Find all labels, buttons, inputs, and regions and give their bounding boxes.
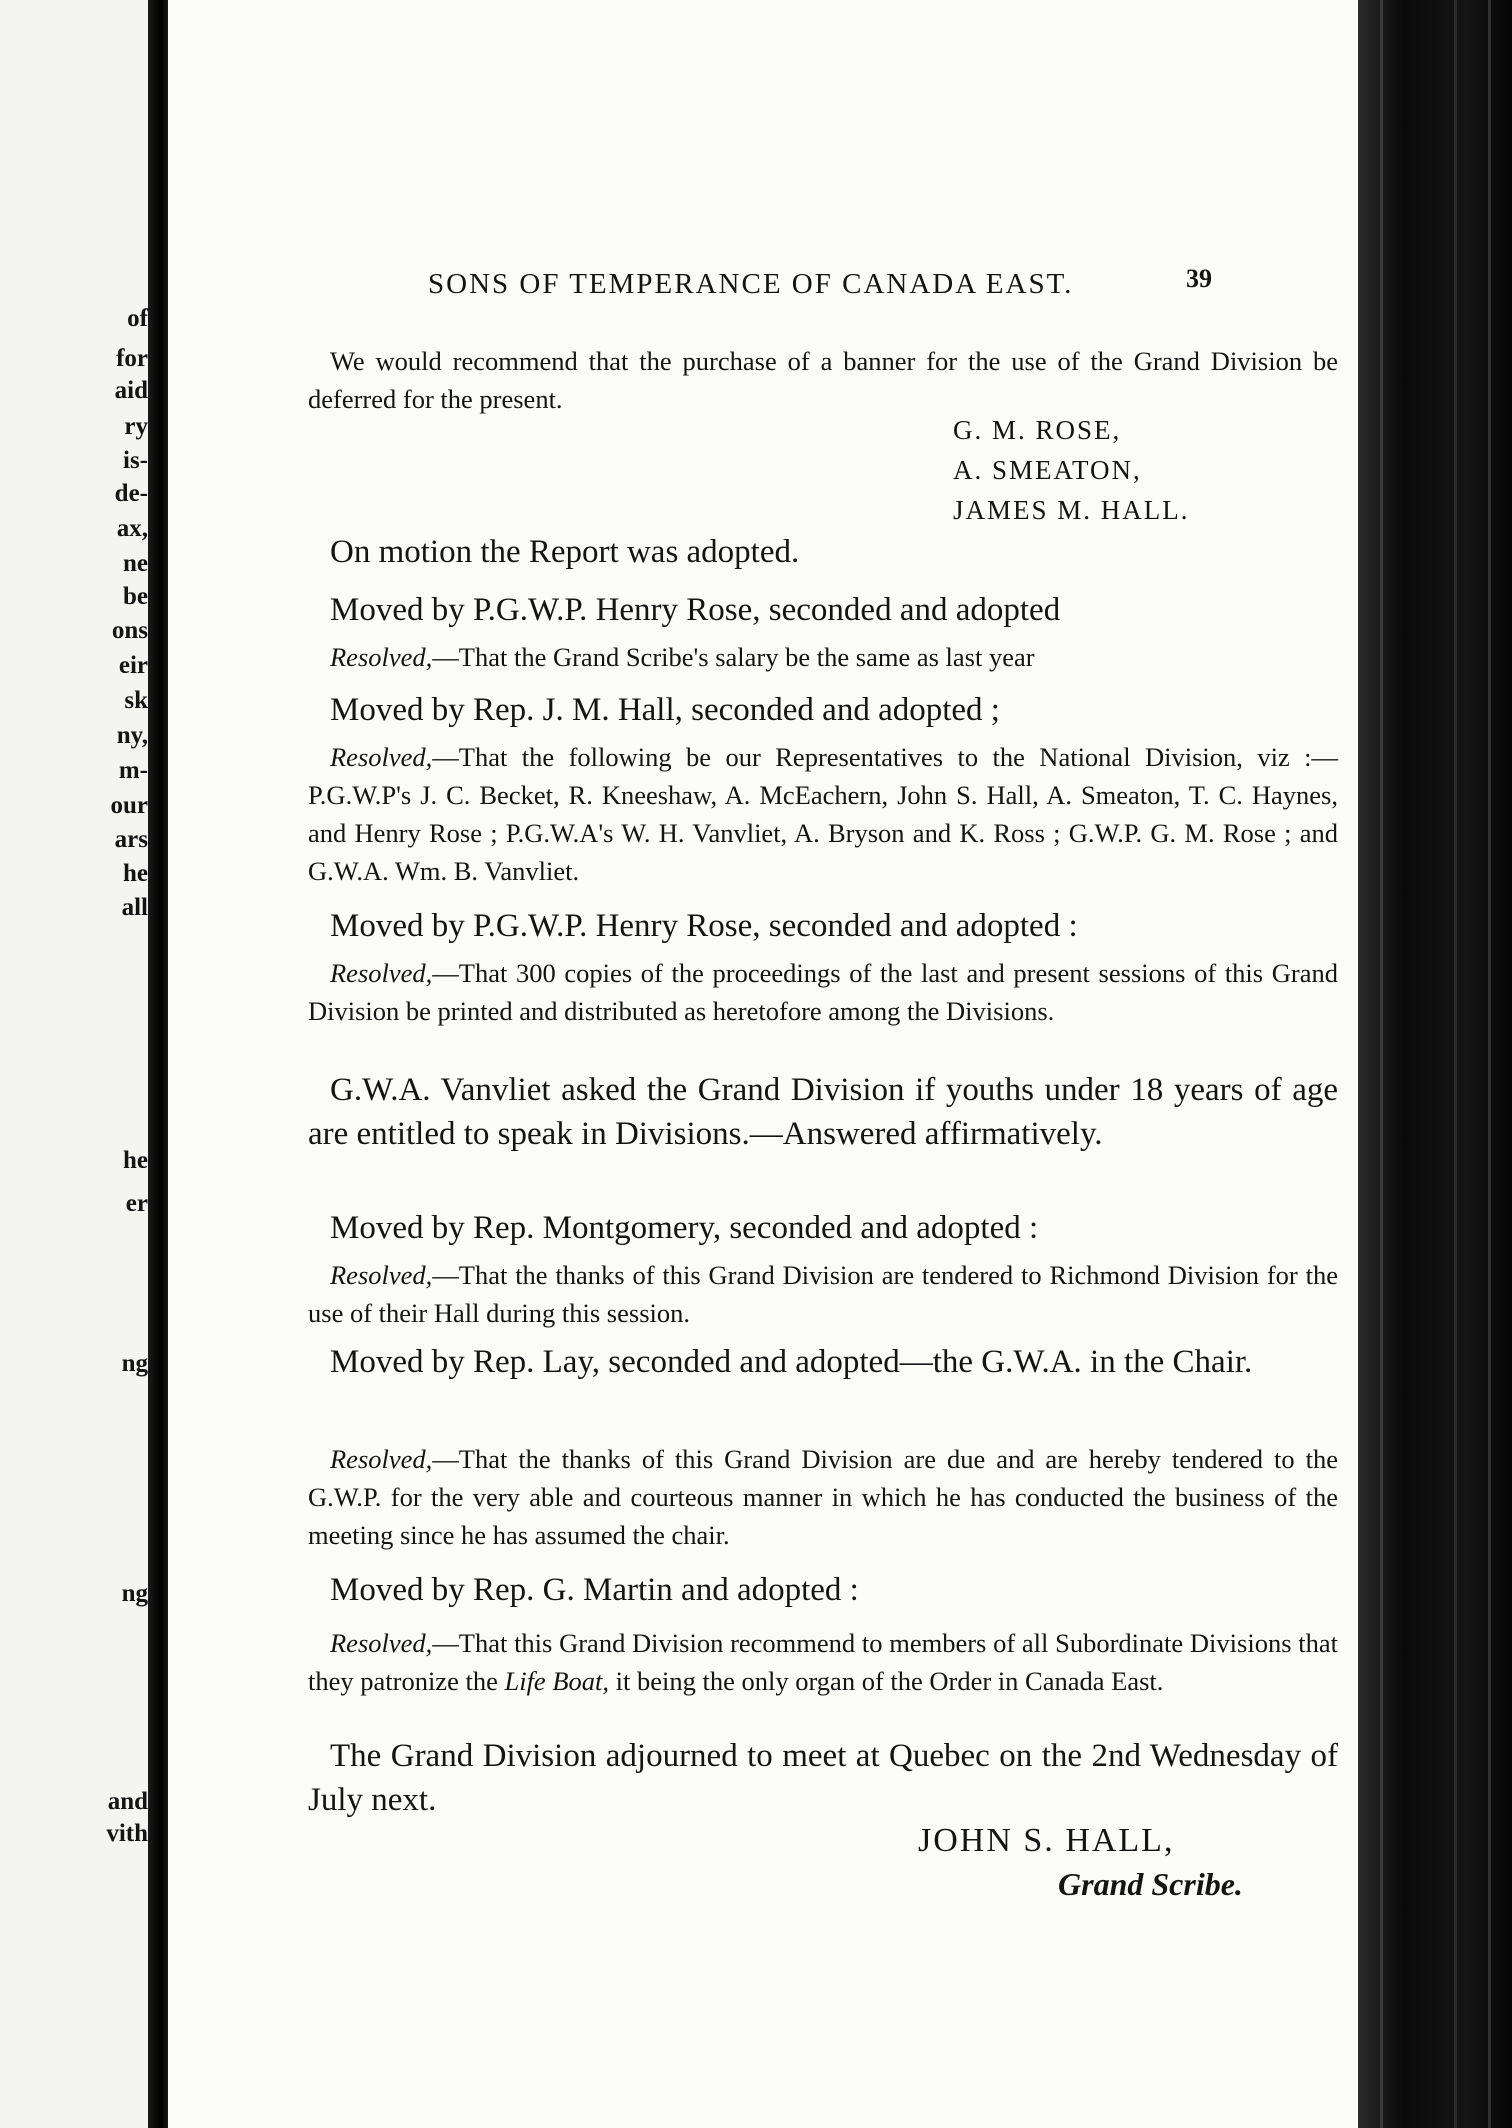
left-fragment: ny,	[116, 722, 148, 749]
left-page-strip	[0, 0, 148, 2128]
left-fragment: be	[123, 583, 148, 610]
signatory: JAMES M. HALL.	[953, 495, 1190, 525]
resolved-paragraph	[308, 638, 1338, 676]
left-fragment: m-	[118, 757, 148, 784]
left-fragment: sk	[124, 687, 148, 714]
book-gutter	[148, 0, 170, 2128]
signatory: A. SMEATON,	[953, 455, 1142, 485]
resolved-paragraph	[308, 1256, 1338, 1332]
question-paragraph: G.W.A. Vanvliet asked the Grand Division if youths under 18 years of age are entitled to speak in Divisions.—Answered affirmatively.	[308, 1072, 1338, 1152]
page-edge-right	[1358, 0, 1512, 2128]
left-fragment: de-	[114, 480, 148, 507]
page-number: 39	[1186, 264, 1212, 293]
resolved-paragraph	[308, 1440, 1338, 1554]
left-fragment: ry	[124, 413, 148, 440]
resolved-text: —That the following be our Representatives to the National Division, viz :—P.G.W.P's J. C. Becket, R. Kneeshaw, A. McEachern, John S. Hall, A. Smeaton, T. C. Haynes, and Henry Rose ; P.G.W.A's W. H. Vanvliet, A. Bryson and K. Ross ; G.W.P. G. M. Rose ; and G.W.A. Wm. B. Vanvliet.	[308, 742, 1338, 886]
recommendation-paragraph: We would recommend that the purchase of a banner for the use of the Grand Division be deferred for the present.	[308, 346, 1338, 414]
left-fragment: our	[110, 792, 148, 819]
left-fragment: aid	[114, 377, 148, 404]
left-fragment: for	[116, 345, 148, 372]
book-page	[168, 0, 1358, 2128]
motion-report: On motion the Report was adopted.	[330, 534, 800, 570]
resolved-label: Resolved,	[330, 1628, 433, 1658]
resolved-text: it being the only organ of the Order in Canada East.	[609, 1666, 1164, 1696]
resolved-label: Resolved,	[330, 958, 433, 988]
resolved-label: Resolved,	[330, 742, 433, 772]
left-fragment: ng	[121, 1580, 148, 1607]
left-fragment: eir	[118, 652, 148, 679]
moved-paragraph: Moved by Rep. Montgomery, seconded and adopted :	[330, 1210, 1039, 1246]
left-fragment: all	[121, 894, 148, 921]
moved-paragraph: Moved by P.G.W.P. Henry Rose, seconded and adopted :	[330, 908, 1078, 944]
left-fragment: he	[123, 860, 148, 887]
moved-paragraph: Moved by Rep. Lay, seconded and adopted—the G.W.A. in the Chair.	[330, 1344, 1253, 1380]
left-fragment: ars	[114, 826, 148, 853]
life-boat-title: Life Boat,	[504, 1666, 609, 1696]
resolved-text: —That this Grand Division recommend to members of all Subordinate Divisions that they patronize the	[308, 1628, 1338, 1696]
resolved-paragraph	[308, 954, 1338, 1030]
moved-paragraph: Moved by Rep. G. Martin and adopted :	[330, 1572, 859, 1608]
left-fragment: ons	[111, 617, 148, 644]
left-fragment: and	[107, 1788, 148, 1815]
resolved-text: —That the thanks of this Grand Division are tendered to Richmond Division for the use of their Hall during this session.	[308, 1260, 1338, 1328]
resolved-label: Resolved,	[330, 1260, 433, 1290]
moved-paragraph: Moved by Rep. J. M. Hall, seconded and adopted ;	[330, 692, 1000, 728]
resolved-text: —That the Grand Scribe's salary be the same as last year	[432, 642, 1035, 672]
left-fragment: of	[127, 305, 148, 332]
moved-paragraph: Moved by P.G.W.P. Henry Rose, seconded and adopted	[330, 592, 1061, 628]
left-fragment: vith	[106, 1820, 148, 1847]
left-fragment: ax,	[116, 515, 148, 542]
resolved-label: Resolved,	[330, 642, 433, 672]
resolved-text: —That the thanks of this Grand Division are due and are hereby tendered to the G.W.P. for the very able and courteous manner in which he has conducted the business of the meeting since he has assumed the chair.	[308, 1444, 1338, 1550]
resolved-paragraph	[308, 738, 1338, 890]
left-fragment: he	[123, 1147, 148, 1174]
left-fragment: is-	[123, 447, 148, 474]
left-fragment: ng	[121, 1350, 148, 1377]
running-header: SONS OF TEMPERANCE OF CANADA EAST.	[428, 268, 1074, 300]
adjourned-paragraph: The Grand Division adjourned to meet at Quebec on the 2nd Wednesday of July next.	[308, 1738, 1338, 1818]
resolved-text: —That 300 copies of the proceedings of the last and present sessions of this Grand Division be printed and distributed as heretofore among the Divisions.	[308, 958, 1338, 1026]
signature-title: Grand Scribe.	[1058, 1866, 1243, 1902]
resolved-paragraph	[308, 1624, 1338, 1700]
resolved-label: Resolved,	[330, 1444, 433, 1474]
signatory: G. M. ROSE,	[953, 415, 1122, 445]
signature-name: JOHN S. HALL,	[918, 1822, 1175, 1859]
left-fragment: ne	[123, 550, 148, 577]
left-fragment: er	[125, 1190, 148, 1217]
